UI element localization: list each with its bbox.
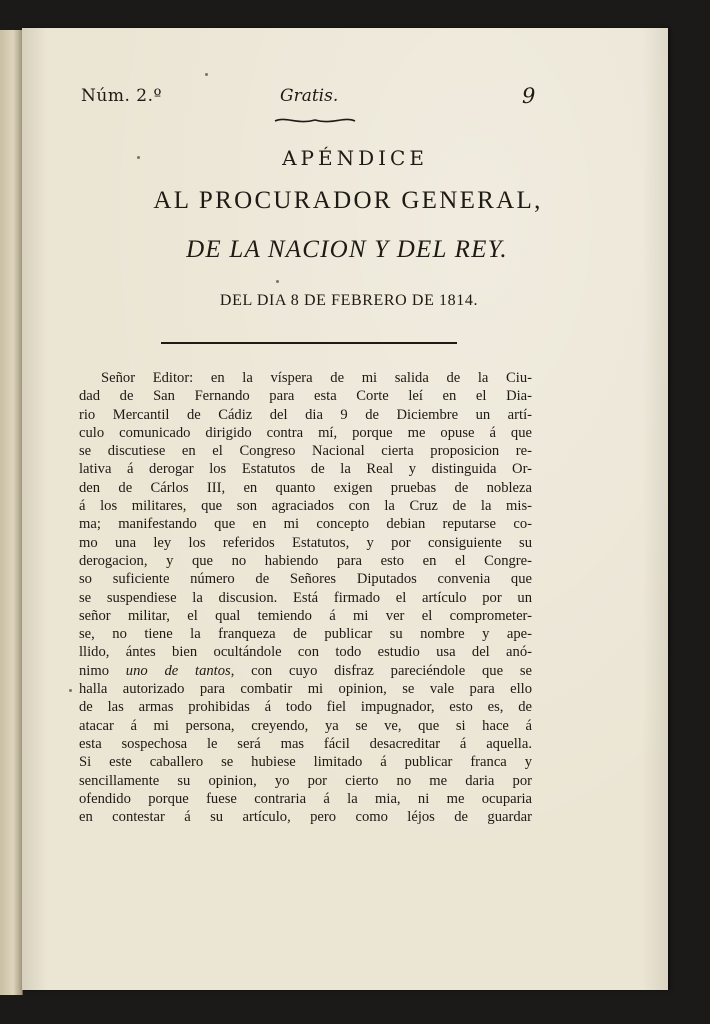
body-line: derogacion, y que no habiendo para esto en el Congre- [79, 552, 532, 569]
body-line: ofendido porque fuese contraria á la mia, ni me ocuparia [79, 790, 532, 807]
body-line: nimo uno de tantos, con cuyo disfraz pareciéndole que se [79, 662, 532, 679]
body-line: lativa á derogar los Estatutos de la Real y distinguida Or- [79, 461, 532, 478]
body-line: á los militares, que son agraciados con la Cruz de la mis- [79, 498, 532, 515]
title-divider [161, 342, 457, 344]
article-body [79, 369, 532, 826]
body-line: Señor Editor: en la víspera de mi salida de la Ciu- [101, 370, 532, 386]
body-line: sencillamente su opinion, yo por cierto no me daria por [79, 772, 532, 789]
paper-speck [137, 156, 140, 159]
body-line: Si este caballero se hubiese limitado á publicar franca y [79, 754, 532, 771]
paper-speck [205, 73, 208, 76]
body-line: mo una ley los referidos Estatutos, y por consiguiente su [79, 534, 532, 551]
ornament-rule-icon [274, 116, 356, 126]
document-page [22, 28, 668, 990]
body-line: de las armas prohibidas á todo fiel impugnador, esto es, de [79, 699, 532, 716]
facing-page-edge [0, 30, 23, 995]
page-number: 9 [522, 84, 536, 108]
body-line: so suficiente número de Señores Diputados convenia que [79, 571, 532, 588]
running-header [22, 86, 668, 114]
body-line: en contestar á su artículo, pero como léjos de guardar [79, 809, 532, 826]
date-line: DEL DIA 8 DE FEBRERO DE 1814. [219, 292, 479, 309]
title-line-2: AL PROCURADOR GENERAL, [153, 187, 543, 214]
body-line: atacar á mi persona, creyendo, ya se ve, que si hace á [79, 717, 532, 734]
body-line: señor militar, el qual temiendo á mi ver el comprometer- [79, 607, 532, 624]
title-line-1: APÉNDICE [282, 146, 428, 170]
body-line: dad de San Fernando para esta Corte leí en el Dia- [79, 388, 532, 405]
price-note: Gratis. [280, 86, 339, 106]
body-line: se, no tiene la franqueza de publicar su nombre y ape- [79, 626, 532, 643]
paper-speck [69, 689, 72, 692]
body-line: halla autorizado para combatir mi opinion, se vale para ello [79, 681, 532, 698]
body-line: den de Cárlos III, en quanto exigen pruebas de nobleza [79, 479, 532, 496]
body-line: rio Mercantil de Cádiz del dia 9 de Diciembre un artí- [79, 406, 532, 423]
body-line: se discutiese en el Congreso Nacional cierta proposicion re- [79, 443, 532, 460]
body-line: llido, ántes bien ocultándole con todo estudio usa del anó- [79, 644, 532, 661]
issue-number: Núm. 2.º [81, 86, 162, 106]
body-line: ma; manifestando que en mi concepto debian reputarse co- [79, 516, 532, 533]
pseudonym-text: uno de tantos [125, 662, 231, 679]
body-line: culo comunicado dirigido contra mí, porque me opuse á que [79, 424, 532, 441]
title-line-3: DE LA NACION Y DEL REY. [186, 236, 508, 263]
paper-speck [276, 280, 279, 283]
body-line: esta sospechosa le será mas fácil desacreditar á aquella. [79, 735, 532, 752]
body-line: se suspendiese la discusion. Está firmado el artículo por un [79, 589, 532, 606]
